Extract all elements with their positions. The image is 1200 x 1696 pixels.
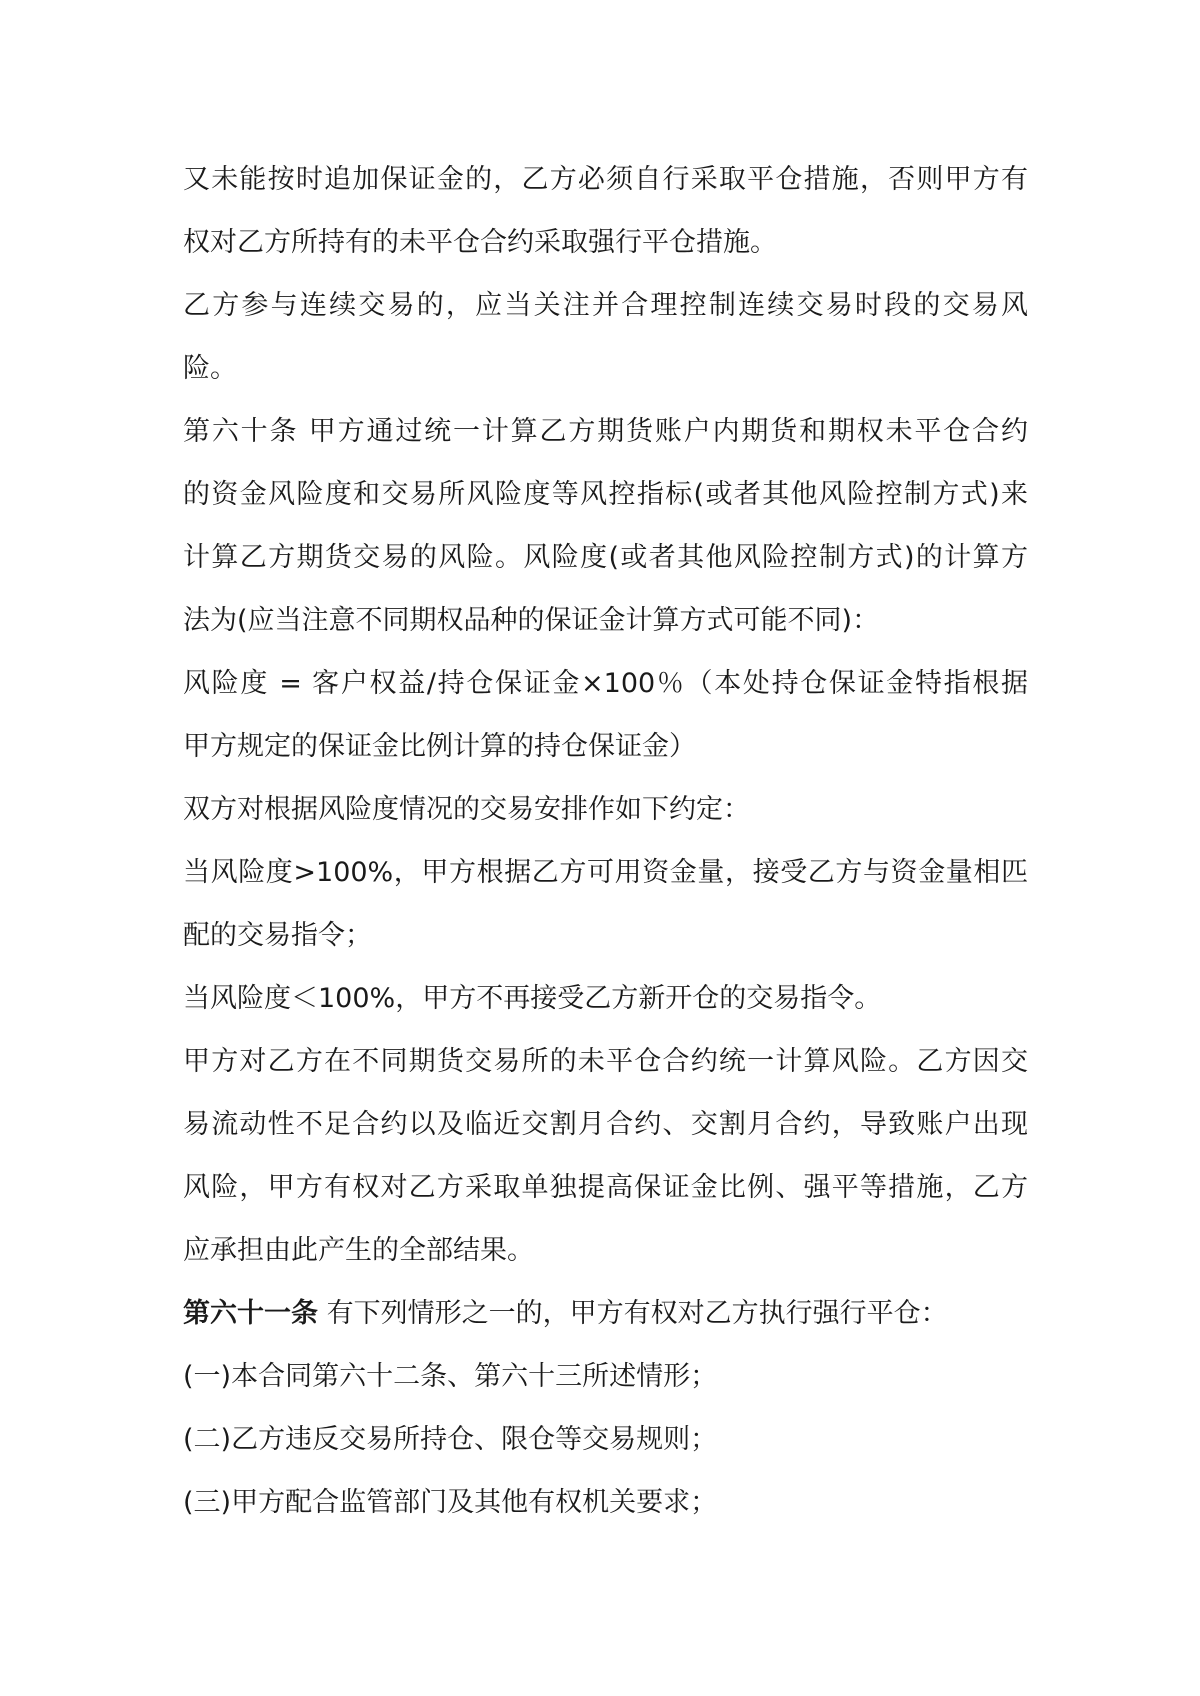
text-line: 的资金风险度和交易所风险度等风控指标(或者其他风险控制方式)来 bbox=[183, 479, 1028, 510]
document-body bbox=[183, 148, 1028, 1534]
text-line: 当风险度＜100%，甲方不再接受乙方新开仓的交易指令。 bbox=[183, 983, 882, 1014]
text-line: 计算乙方期货交易的风险。风险度(或者其他风险控制方式)的计算方 bbox=[183, 542, 1028, 573]
text-line: 法为(应当注意不同期权品种的保证金计算方式可能不同)： bbox=[183, 605, 880, 636]
text-line: 甲方对乙方在不同期货交易所的未平仓合约统一计算风险。乙方因交 bbox=[183, 1046, 1028, 1077]
text-line: 双方对根据风险度情况的交易安排作如下约定： bbox=[183, 794, 750, 825]
article-61-text: 有下列情形之一的，甲方有权对乙方执行强行平仓： bbox=[318, 1298, 948, 1329]
list-item: (三)甲方配合监管部门及其他有权机关要求； bbox=[183, 1487, 718, 1518]
list-item: (二)乙方违反交易所持仓、限仓等交易规则； bbox=[183, 1424, 718, 1455]
article-61-line bbox=[183, 1282, 1028, 1345]
text-line: 当风险度>100%，甲方根据乙方可用资金量，接受乙方与资金量相匹 bbox=[183, 857, 1028, 888]
text-line: 权对乙方所持有的未平仓合约采取强行平仓措施。 bbox=[183, 227, 777, 258]
article-60-line: 第六十条 甲方通过统一计算乙方期货账户内期货和期权未平仓合约 bbox=[183, 416, 1028, 447]
list-item: (一)本合同第六十二条、第六十三所述情形； bbox=[183, 1361, 718, 1392]
text-line: 又未能按时追加保证金的，乙方必须自行采取平仓措施，否则甲方有 bbox=[183, 164, 1028, 195]
text-line: 乙方参与连续交易的，应当关注并合理控制连续交易时段的交易风 bbox=[183, 290, 1028, 321]
text-line: 险。 bbox=[183, 353, 237, 384]
text-line: 风险，甲方有权对乙方采取单独提高保证金比例、强平等措施，乙方 bbox=[183, 1172, 1028, 1203]
formula-line: 风险度 = 客户权益/持仓保证金×100％（本处持仓保证金特指根据 bbox=[183, 668, 1028, 699]
text-line: 甲方规定的保证金比例计算的持仓保证金） bbox=[183, 731, 696, 762]
text-line: 易流动性不足合约以及临近交割月合约、交割月合约，导致账户出现 bbox=[183, 1109, 1028, 1140]
text-line: 配的交易指令； bbox=[183, 920, 372, 951]
text-line: 应承担由此产生的全部结果。 bbox=[183, 1235, 534, 1266]
article-61-title: 第六十一条 bbox=[183, 1298, 318, 1329]
